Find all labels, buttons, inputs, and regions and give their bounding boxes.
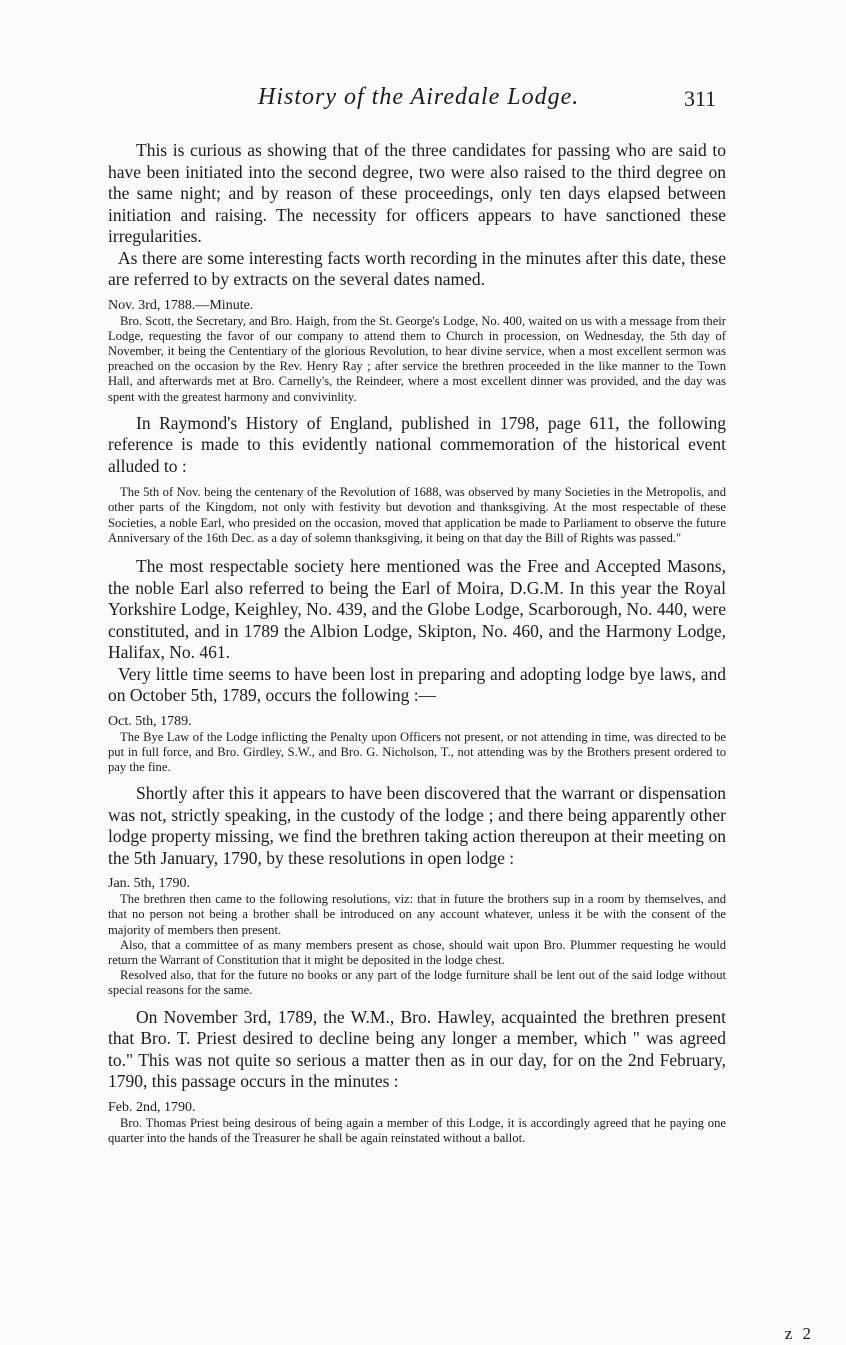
minute-text-feb-1790: Bro. Thomas Priest being desirous of being again a member of this Lodge, it is accordingly agreed that he paying one quarter into the hands of the Treasurer he shall be again reinstated without a ballot. xyxy=(108,1115,726,1145)
paragraph-extracts: As there are some interesting facts worth recording in the minutes after this date, these are referred to by extracts on the several dates named. xyxy=(108,247,726,289)
page-title: History of the Airedale Lodge. xyxy=(258,84,580,110)
paragraph-bye-laws: Very little time seems to have been lost in preparing and adopting lodge bye laws, and on October 5th, 1789, occurs the following :— xyxy=(108,663,726,706)
quote-raymond: The 5th of Nov. being the centenary of the Revolution of 1688, was observed by many Societies in the Metropolis, and other parts of the Kingdom, not only with festivity but devotion and thanksgiving. At the most respectable of these Societies, a noble Earl, who presided on the occasion, moved that application be made to Parliament to observe the future Anniversary of the 16th Dec. as a day of solemn thanksgiving, it being on that day the Bill of Rights was passed." xyxy=(108,485,726,545)
document-page xyxy=(108,0,726,1146)
minute-text-oct-1789: The Bye Law of the Lodge inflicting the Penalty upon Officers not present, or not attending in time, was directed to be put in full force, and Bro. Girdley, S.W., and Bro. G. Nicholson, T., not attending was by the Brothers present ordered to pay the fine. xyxy=(108,729,726,774)
minute-date-jan-1790: Jan. 5th, 1790. xyxy=(108,876,191,892)
minute-text-nov-1788: Bro. Scott, the Secretary, and Bro. Haigh, from the St. George's Lodge, No. 400, waited on us with a message from their Lodge, requesting the favor of our company to attend them to Church in procession, on Wednesday, the 5th day of November, it being the Cententiary of the glorious Revolution, to hear divine service, when a most excellent sermon was preached on the occasion by the Rev. Henry Ray ; after service the brethren proceeded in the like manner to the Town Hall, and afterwards met at Bro. Carnelly's, the Reindeer, where a most excellent dinner was provided, and the day was spent with the greatest harmony and convivinlity. xyxy=(108,313,726,404)
paragraph-free-masons: The most respectable society here mentioned was the Free and Accepted Masons, the noble Earl also referred to being the Earl of Moira, D.G.M. In this year the Royal Yorkshire Lodge, Keighley, No. 439, and the Globe Lodge, Scarborough, No. 440, were constituted, and in 1789 the Albion Lodge, Skipton, No. 460, and the Harmony Lodge, Halifax, No. 461. xyxy=(108,556,726,663)
minute-text-jan-1790-2: Also, that a committee of as many members present as chose, should wait upon Bro. Plummer requesting he would return the Warrant of Constitution that it might be deposited in the lodge chest. xyxy=(108,937,726,967)
minute-date-feb-1790: Feb. 2nd, 1790. xyxy=(108,1099,196,1115)
page-content xyxy=(108,140,726,1146)
page-number: 311 xyxy=(684,86,717,111)
minute-date-oct-1789: Oct. 5th, 1789. xyxy=(108,713,192,729)
paragraph-curious: This is curious as showing that of the three candidates for passing who are said to have been initiated into the second degree, two were also raised to the third degree on the same night; and by reason of these proceedings, only ten days elapsed between initiation and raising. The necessity for officers appears to have sanctioned these irregularities. xyxy=(108,140,726,246)
paragraph-priest: On November 3rd, 1789, the W.M., Bro. Hawley, acquainted the brethren present that Bro. T. Priest desired to decline being any longer a member, which " was agreed to." This was not quite so serious a matter then as in our day, for on the 2nd February, 1790, this passage occurs in the minutes : xyxy=(108,1006,726,1092)
minute-date-nov-1788: Nov. 3rd, 1788.—Minute. xyxy=(108,297,254,313)
running-head xyxy=(108,0,726,110)
signature-mark: z 2 xyxy=(784,1324,814,1343)
paragraph-raymond: In Raymond's History of England, published in 1798, page 611, the following reference is made to this evidently national commemoration of the historical event alluded to : xyxy=(108,412,726,476)
minute-text-jan-1790-1: The brethren then came to the following resolutions, viz: that in future the brothers sup in a room by themselves, and that no person not being a brother shall be introduced on any account whatever, unless it be with the consent of the majority of members then present. xyxy=(108,892,726,937)
paragraph-warrant: Shortly after this it appears to have been discovered that the warrant or dispensation was not, strictly speaking, in the custody of the lodge ; and there being apparently other lodge property missing, we find the brethren taking action thereupon at their meeting on the 5th January, 1790, by these resolutions in open lodge : xyxy=(108,783,726,868)
minute-text-jan-1790-3: Resolved also, that for the future no books or any part of the lodge furniture shall be lent out of the said lodge without special reasons for the same. xyxy=(108,968,726,998)
